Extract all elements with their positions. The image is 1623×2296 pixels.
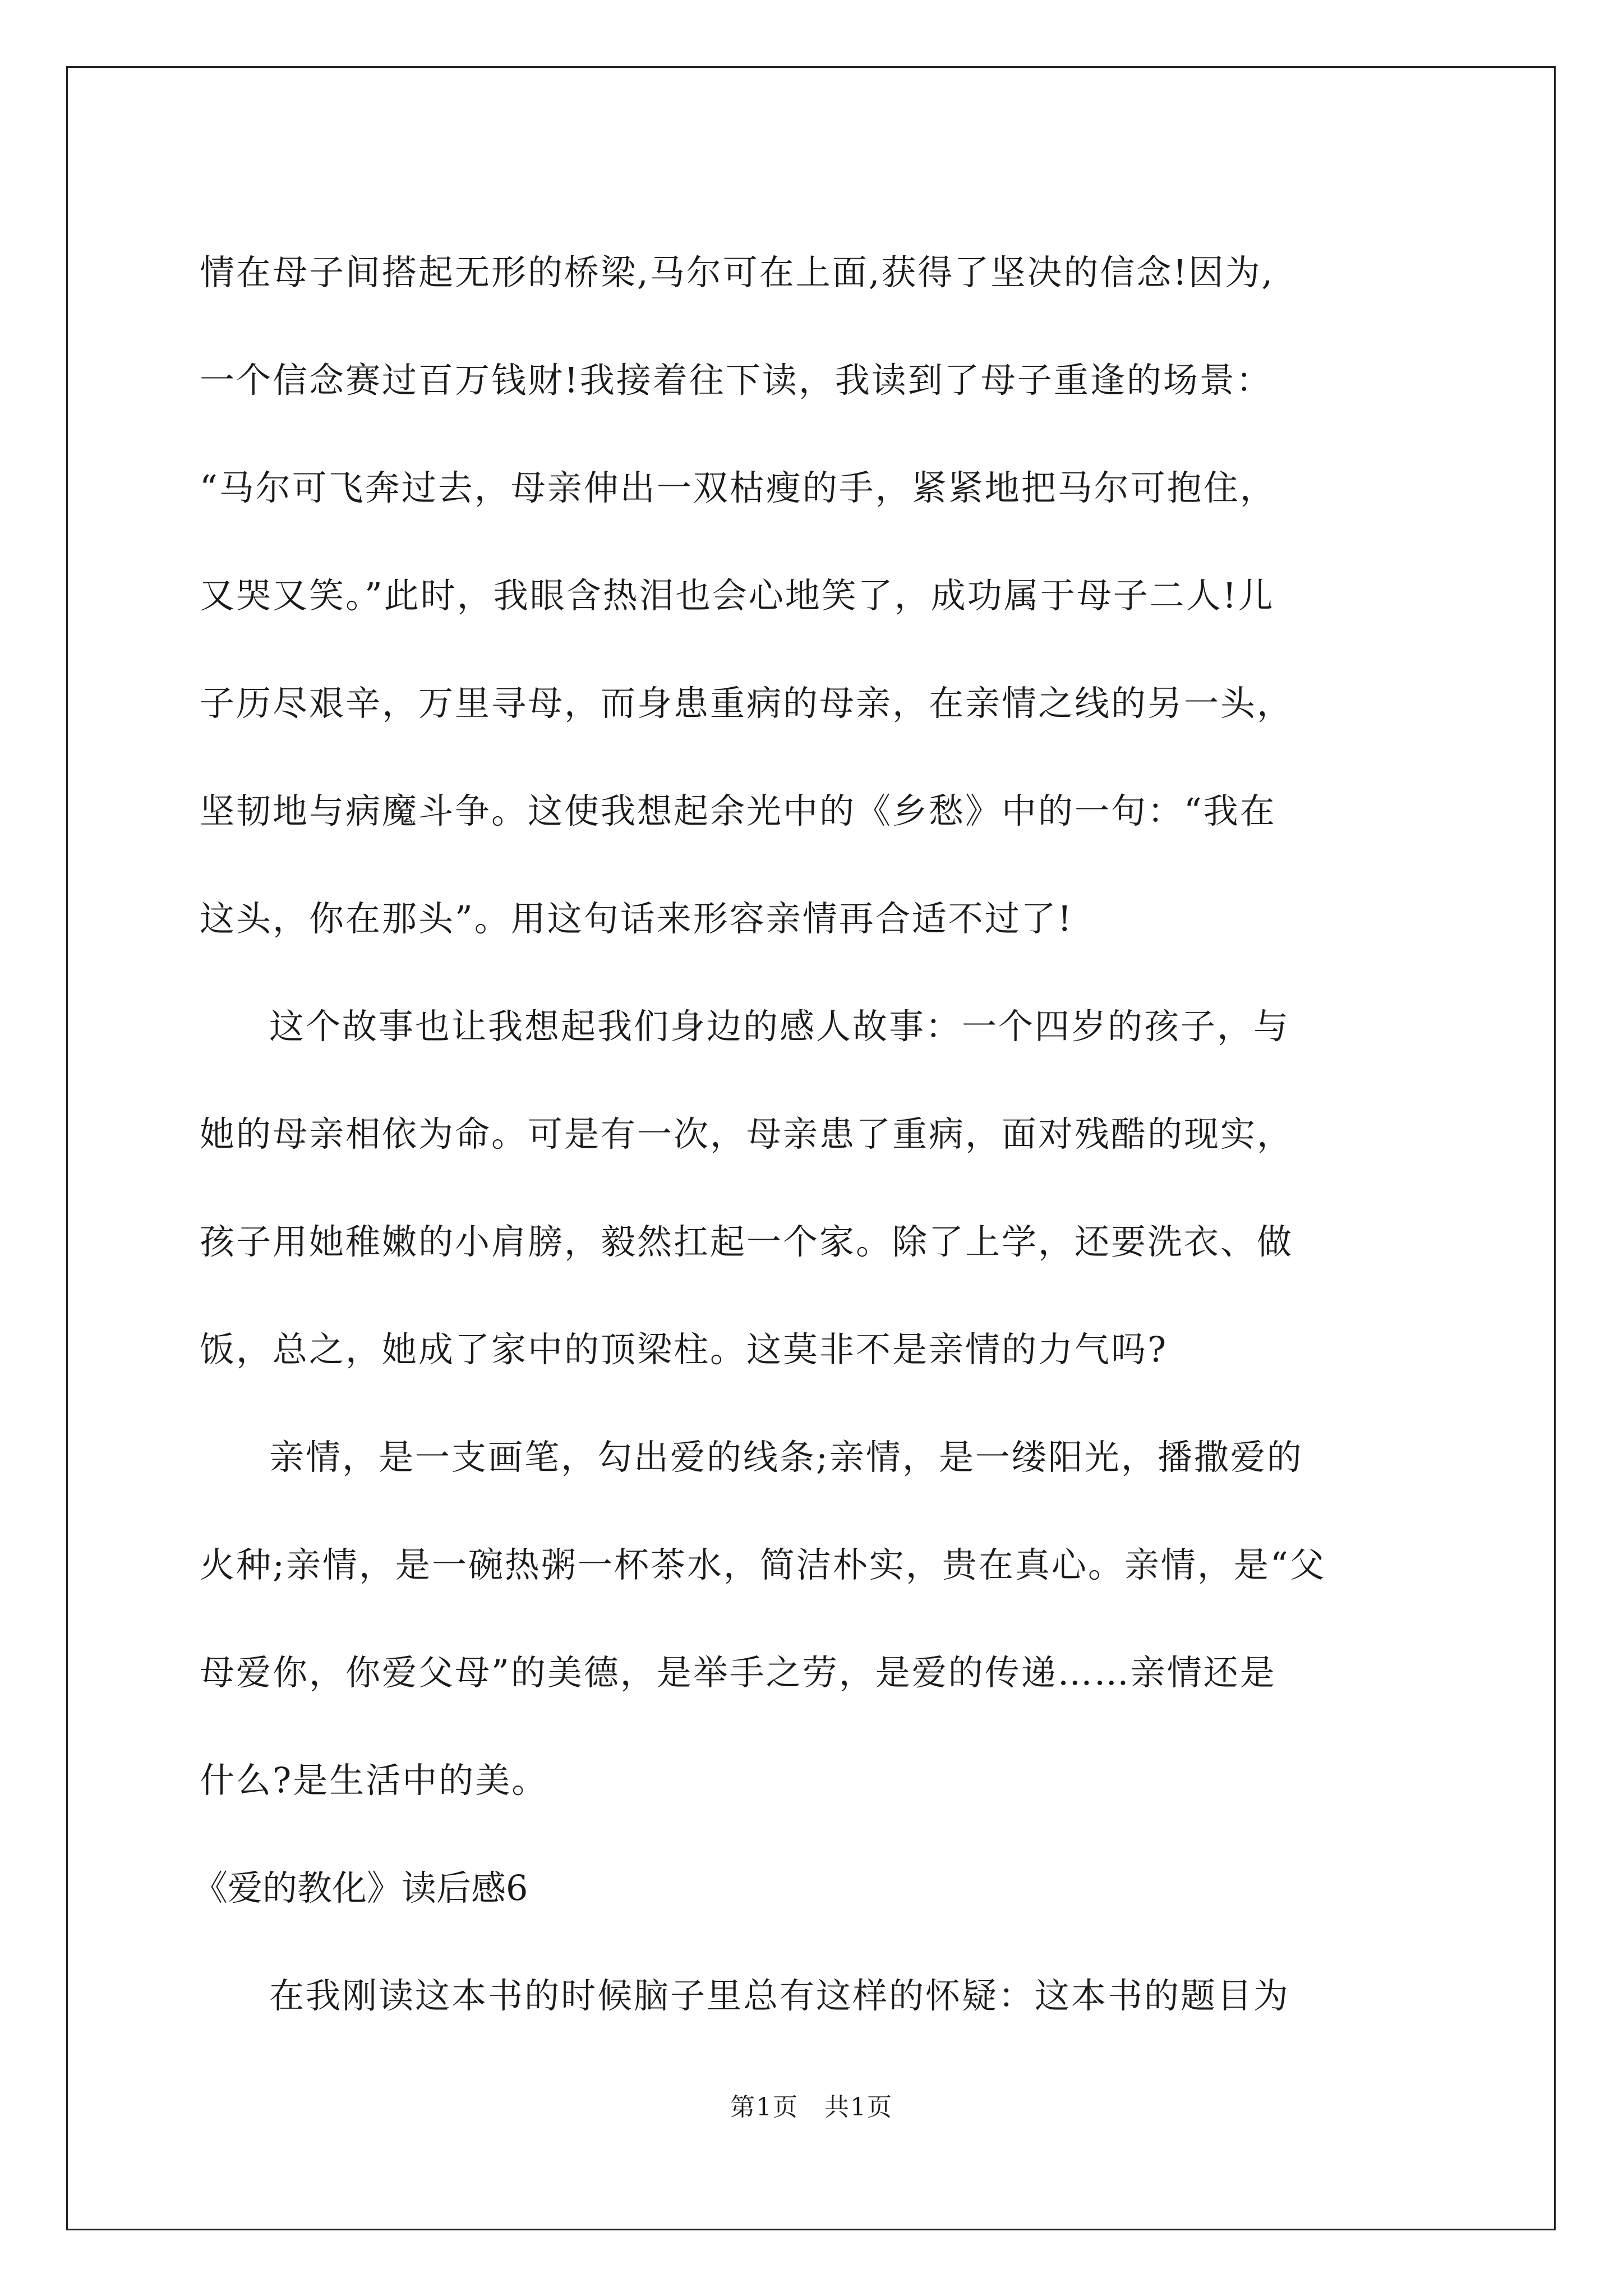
text-line: 什么?是生活中的美。 (200, 1760, 548, 1801)
text-line: 火种;亲情，是一碗热粥一杯茶水，简洁朴实，贵在真心。亲情，是“父 (200, 1544, 1326, 1585)
text-line: 亲情，是一支画笔，勾出爱的线条;亲情，是一缕阳光，播撒爱的 (269, 1437, 1303, 1478)
text-line: “马尔可飞奔过去，母亲伸出一双枯瘦的手，紧紧地把马尔可抱住， (200, 467, 1276, 508)
paragraph-2 (200, 973, 1433, 1404)
text-line: 母爱你，你爱父母”的美德，是举手之劳，是爱的传递……亲情还是 (200, 1652, 1276, 1693)
paragraph-4 (200, 1942, 1433, 2050)
text-line: 她的母亲相依为命。可是有一次，母亲患了重病，面对残酷的现实， (200, 1114, 1294, 1154)
text-line: 情在母子间搭起无形的桥梁,马尔可在上面,获得了坚决的信念!因为, (200, 252, 1275, 293)
page-number-footer: 第1页 共1页 (730, 2093, 893, 2122)
paragraph-1 (200, 219, 1433, 973)
document-body (193, 219, 1433, 2050)
text-line: 这头，你在那头”。用这句话来形容亲情再合适不过了! (200, 898, 1073, 939)
text-line: 又哭又笑。”此时，我眼含热泪也会心地笑了，成功属于母子二人!儿 (200, 575, 1275, 616)
text-line: 子历尽艰辛，万里寻母，而身患重病的母亲，在亲情之线的另一头， (200, 683, 1294, 724)
text-line: 在我刚读这本书的时候脑子里总有这样的怀疑：这本书的题目为 (269, 1975, 1290, 2016)
paragraph-3 (200, 1404, 1433, 1834)
section-heading: 《爱的教化》读后感6 (193, 1867, 528, 1908)
text-line: 一个信念赛过百万钱财!我接着往下读，我读到了母子重逢的场景： (200, 360, 1272, 401)
text-line: 孩子用她稚嫩的小肩膀，毅然扛起一个家。除了上学，还要洗衣、做 (200, 1221, 1294, 1262)
text-line: 这个故事也让我想起我们身边的感人故事：一个四岁的孩子，与 (269, 1006, 1290, 1047)
text-line: 坚韧地与病魔斗争。这使我想起余光中的《乡愁》中的一句：“我在 (200, 790, 1276, 831)
text-line: 饭，总之，她成了家中的顶梁柱。这莫非不是亲情的力气吗? (200, 1329, 1168, 1370)
